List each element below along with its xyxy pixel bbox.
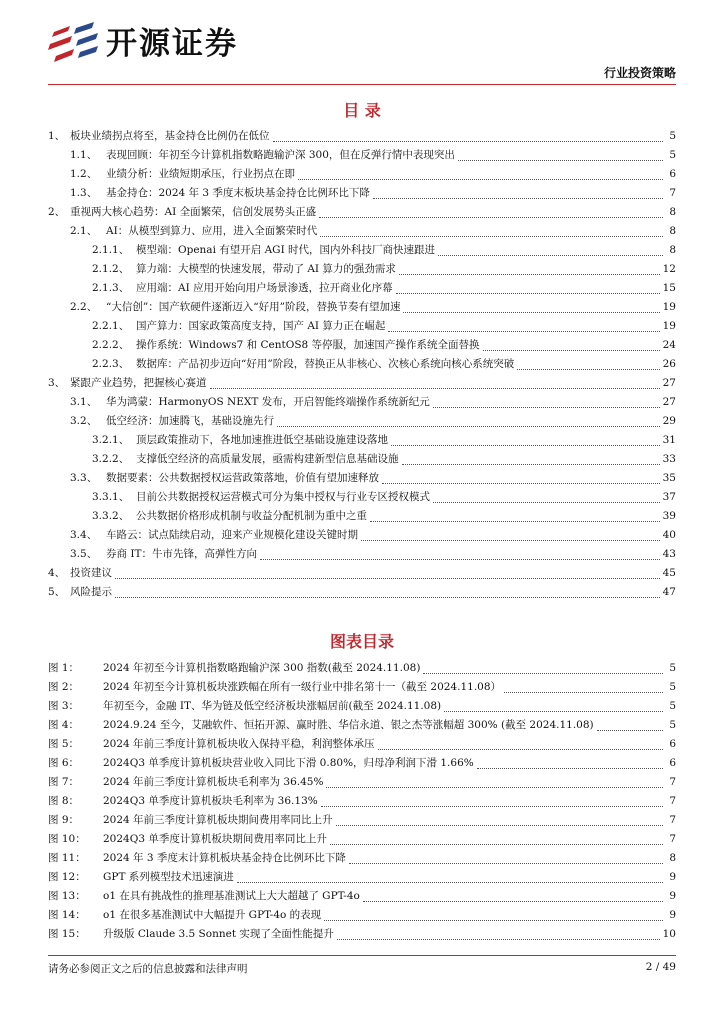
leader-dots xyxy=(115,578,660,579)
leader-dots xyxy=(361,540,660,541)
leader-dots xyxy=(388,331,659,332)
toc-entry[interactable] xyxy=(48,356,676,375)
entry-number: 3.2.2、 xyxy=(92,453,130,465)
toc-entry[interactable] xyxy=(48,223,676,242)
entry-number: 图 5： xyxy=(48,738,80,750)
company-logo xyxy=(48,22,238,66)
entry-page: 15 xyxy=(662,282,676,294)
entry-title: 目前公共数据授权运营模式可分为集中授权与行业专区授权模式 xyxy=(136,491,430,503)
entry-page: 7 xyxy=(669,814,676,826)
figure-entry[interactable] xyxy=(48,831,676,850)
entry-title: 升级版 Claude 3.5 Sonnet 实现了全面性能提升 xyxy=(103,928,334,940)
entry-page: 12 xyxy=(662,263,676,275)
entry-page: 31 xyxy=(662,434,676,446)
toc-entry[interactable] xyxy=(48,318,676,337)
leader-dots xyxy=(378,749,663,750)
entry-number: 2.1.2、 xyxy=(92,263,130,275)
entry-number: 3.3、 xyxy=(70,472,98,484)
toc-entry[interactable] xyxy=(48,204,676,223)
entry-number: 2.1.1、 xyxy=(92,244,130,256)
entry-number: 图 13： xyxy=(48,890,86,902)
toc-entry[interactable] xyxy=(48,337,676,356)
entry-page: 9 xyxy=(669,909,676,921)
entry-title: 算力端：大模型的快速发展，带动了 AI 算力的强劲需求 xyxy=(136,263,396,275)
figure-entry[interactable] xyxy=(48,679,676,698)
entry-page: 8 xyxy=(669,852,676,864)
entry-title: 2024Q3 单季度计算机板块期间费用率同比上升 xyxy=(103,833,327,845)
header-divider xyxy=(48,84,676,85)
entry-page: 7 xyxy=(669,776,676,788)
leader-dots xyxy=(477,768,663,769)
figure-entry[interactable] xyxy=(48,755,676,774)
figure-entry[interactable] xyxy=(48,736,676,755)
leader-dots xyxy=(396,293,660,294)
figure-entry[interactable] xyxy=(48,698,676,717)
toc-entry[interactable] xyxy=(48,527,676,546)
entry-page: 10 xyxy=(662,928,676,940)
entry-number: 1.2、 xyxy=(70,168,98,180)
toc-entry[interactable] xyxy=(48,584,676,603)
entry-number: 图 3： xyxy=(48,700,80,712)
entry-title: 数据库：产品初步迈向“好用”阶段，替换正从非核心、次核心系统向核心系统突破 xyxy=(136,358,515,370)
toc-entry[interactable] xyxy=(48,375,676,394)
toc-entry[interactable] xyxy=(48,147,676,166)
leader-dots xyxy=(403,312,659,313)
entry-number: 3、 xyxy=(48,377,66,389)
toc-entry[interactable] xyxy=(48,185,676,204)
entry-number: 3.2.1、 xyxy=(92,434,130,446)
entry-number: 2.1、 xyxy=(70,225,98,237)
entry-title: “大信创”：国产软硬件逐渐迈入“好用”阶段，替换节奏有望加速 xyxy=(106,301,401,313)
leader-dots xyxy=(349,863,663,864)
toc-entry[interactable] xyxy=(48,565,676,584)
leader-dots xyxy=(483,350,660,351)
entry-number: 2.2.3、 xyxy=(92,358,130,370)
entry-page: 29 xyxy=(662,415,676,427)
entry-title: 顶层政策推动下，各地加速推进低空基础设施建设落地 xyxy=(136,434,388,446)
entry-page: 37 xyxy=(662,491,676,503)
entry-title: 2024 年 3 季度末计算机板块基金持仓比例环比下降 xyxy=(103,852,346,864)
entry-page: 40 xyxy=(662,529,676,541)
entry-title: 2024Q3 单季度计算机板块营业收入同比下滑 0.80%，归母净利润下滑 1.66% xyxy=(103,757,474,769)
toc-entry[interactable] xyxy=(48,299,676,318)
entry-title: 2024 年前三季度计算机板块期间费用率同比上升 xyxy=(103,814,333,826)
page-number: 2 / 49 xyxy=(645,961,676,973)
footer-disclaimer: 请务必参阅正文之后的信息披露和法律声明 xyxy=(48,963,248,975)
toc-entry[interactable] xyxy=(48,280,676,299)
leader-dots xyxy=(237,882,663,883)
entry-title: 重视两大核心趋势：AI 全面繁荣，信创发展势头正盛 xyxy=(70,206,317,218)
leader-dots xyxy=(402,464,660,465)
figure-entry[interactable] xyxy=(48,793,676,812)
entry-page: 7 xyxy=(669,795,676,807)
entry-title: 2024 年初至今计算机指数略跑输沪深 300 指数(截至 2024.11.08) xyxy=(103,662,421,674)
entry-title: 操作系统：Windows7 和 CentOS8 等停服，加速国产操作系统全面替换 xyxy=(136,339,480,351)
entry-title: GPT 系列模型技术迅速演进 xyxy=(103,871,234,883)
entry-title: 板块业绩拐点将至，基金持仓比例仍在低位 xyxy=(70,130,270,142)
entry-page: 19 xyxy=(662,301,676,313)
entry-number: 2.2.2、 xyxy=(92,339,130,351)
entry-title: 华为鸿蒙：HarmonyOS NEXT 发布，开启智能终端操作系统新纪元 xyxy=(106,396,430,408)
leader-dots xyxy=(433,407,660,408)
entry-number: 图 9： xyxy=(48,814,80,826)
leader-dots xyxy=(444,711,663,712)
entry-number: 4、 xyxy=(48,567,66,579)
entry-page: 6 xyxy=(669,757,676,769)
entry-title: 表现回顾：年初至今计算机指数略跑输沪深 300，但在反弹行情中表现突出 xyxy=(106,149,455,161)
entry-number: 图 6： xyxy=(48,757,80,769)
entry-number: 图 11： xyxy=(48,852,86,864)
entry-page: 27 xyxy=(662,396,676,408)
entry-number: 图 1： xyxy=(48,662,80,674)
entry-number: 图 8： xyxy=(48,795,80,807)
toc-entry[interactable] xyxy=(48,451,676,470)
entry-title: 2024 年前三季度计算机板块毛利率为 36.45% xyxy=(103,776,324,788)
entry-page: 7 xyxy=(669,833,676,845)
entry-title: 投资建议 xyxy=(70,567,112,579)
leader-dots xyxy=(433,502,660,503)
toc-entry[interactable] xyxy=(48,261,676,280)
entry-title: 2024.9.24 至今，艾融软件、恒拓开源、赢时胜、华信永道、银之杰等涨幅超 300% (截至 2024.11.08) xyxy=(103,719,594,731)
figures-title: 图表目录 xyxy=(329,632,394,651)
toc-title: 目 录 xyxy=(343,101,381,120)
figure-entry[interactable] xyxy=(48,907,676,926)
entry-title: 车路云：试点陆续启动，迎来产业规模化建设关键时期 xyxy=(106,529,358,541)
entry-page: 33 xyxy=(662,453,676,465)
entry-page: 27 xyxy=(662,377,676,389)
entry-page: 39 xyxy=(662,510,676,522)
entry-title: 业绩分析：业绩短期承压，行业拐点在即 xyxy=(106,168,295,180)
leader-dots xyxy=(438,255,663,256)
entry-title: 模型端：Openai 有望开启 AGI 时代，国内外科技厂商快速跟进 xyxy=(136,244,436,256)
leader-dots xyxy=(277,426,660,427)
footer-divider xyxy=(48,955,676,956)
toc-entry[interactable] xyxy=(48,508,676,527)
entry-number: 3.2、 xyxy=(70,415,98,427)
entry-title: 2024Q3 单季度计算机板块毛利率为 36.13% xyxy=(103,795,318,807)
entry-title: 紧跟产业趋势，把握核心赛道 xyxy=(70,377,207,389)
leader-dots xyxy=(210,388,660,389)
entry-title: 公共数据价格形成机制与收益分配机制为重中之重 xyxy=(136,510,367,522)
toc-entry[interactable] xyxy=(48,489,676,508)
entry-page: 8 xyxy=(669,206,676,218)
entry-number: 图 10： xyxy=(48,833,86,845)
entry-page: 26 xyxy=(662,358,676,370)
entry-title: 风险提示 xyxy=(70,586,112,598)
leader-dots xyxy=(320,236,663,237)
toc-entry[interactable] xyxy=(48,432,676,451)
toc-entry[interactable] xyxy=(48,394,676,413)
entry-page: 6 xyxy=(669,168,676,180)
entry-page: 5 xyxy=(669,149,676,161)
leader-dots xyxy=(458,160,663,161)
entry-title: AI：从模型到算力、应用，进入全面繁荣时代 xyxy=(106,225,318,237)
entry-title: 数据要素：公共数据授权运营政策落地，价值有望加速释放 xyxy=(106,472,379,484)
entry-title: 支撑低空经济的高质量发展，亟需构建新型信息基础设施 xyxy=(136,453,399,465)
entry-page: 6 xyxy=(669,738,676,750)
entry-title: 国产算力：国家政策高度支持，国产 AI 算力正在崛起 xyxy=(136,320,386,332)
toc-entry[interactable] xyxy=(48,546,676,565)
entry-number: 图 12： xyxy=(48,871,86,883)
entry-title: o1 在具有挑战性的推理基准测试上大大超越了 GPT-4o xyxy=(103,890,360,902)
entry-page: 9 xyxy=(669,890,676,902)
logo-mark-icon xyxy=(48,22,100,66)
leader-dots xyxy=(504,692,663,693)
entry-number: 图 4： xyxy=(48,719,80,731)
leader-dots xyxy=(370,521,660,522)
entry-page: 8 xyxy=(669,225,676,237)
toc-list xyxy=(48,128,676,603)
entry-number: 图 7： xyxy=(48,776,80,788)
entry-page: 5 xyxy=(669,130,676,142)
toc-entry[interactable] xyxy=(48,128,676,147)
entry-title: 基金持仓：2024 年 3 季度末板块基金持仓比例环比下降 xyxy=(106,187,370,199)
entry-number: 1.1、 xyxy=(70,149,98,161)
entry-number: 图 2： xyxy=(48,681,80,693)
entry-page: 24 xyxy=(662,339,676,351)
entry-title: 应用端：AI 应用开始向用户场景渗透，拉开商业化序幕 xyxy=(136,282,393,294)
entry-page: 45 xyxy=(662,567,676,579)
leader-dots xyxy=(260,559,660,560)
entry-page: 5 xyxy=(669,719,676,731)
leader-dots xyxy=(273,141,664,142)
toc-entry[interactable] xyxy=(48,166,676,185)
leader-dots xyxy=(115,597,660,598)
figure-entry[interactable] xyxy=(48,774,676,793)
entry-page: 5 xyxy=(669,681,676,693)
figure-entry[interactable] xyxy=(48,850,676,869)
entry-number: 3.3.2、 xyxy=(92,510,130,522)
toc-entry[interactable] xyxy=(48,413,676,432)
entry-page: 7 xyxy=(669,187,676,199)
entry-title: 2024 年前三季度计算机板块收入保持平稳，利润整体承压 xyxy=(103,738,375,750)
figure-entry[interactable] xyxy=(48,888,676,907)
leader-dots xyxy=(337,939,660,940)
leader-dots xyxy=(517,369,659,370)
entry-number: 1.3、 xyxy=(70,187,98,199)
entry-title: 券商 IT：牛市先锋，高弹性方向 xyxy=(106,548,257,560)
leader-dots xyxy=(382,483,660,484)
leader-dots xyxy=(373,198,663,199)
entry-page: 5 xyxy=(669,700,676,712)
entry-number: 3.1、 xyxy=(70,396,98,408)
entry-page: 8 xyxy=(669,244,676,256)
figures-list xyxy=(48,660,676,945)
leader-dots xyxy=(363,901,663,902)
leader-dots xyxy=(330,844,663,845)
entry-number: 5、 xyxy=(48,586,66,598)
leader-dots xyxy=(324,920,663,921)
entry-title: o1 在很多基准测试中大幅提升 GPT-4o 的表现 xyxy=(103,909,322,921)
leader-dots xyxy=(597,730,663,731)
entry-title: 年初至今，金融 IT、华为链及低空经济板块涨幅居前(截至 2024.11.08) xyxy=(103,700,442,712)
leader-dots xyxy=(391,445,660,446)
entry-page: 9 xyxy=(669,871,676,883)
entry-number: 图 14： xyxy=(48,909,86,921)
toc-entry[interactable] xyxy=(48,470,676,489)
entry-number: 2.2.1、 xyxy=(92,320,130,332)
entry-page: 35 xyxy=(662,472,676,484)
entry-title: 2024 年初至今计算机板块涨跌幅在所有一级行业中排名第十一（截至 2024.11.08） xyxy=(103,681,502,693)
entry-number: 2.2、 xyxy=(70,301,98,313)
entry-number: 2.1.3、 xyxy=(92,282,130,294)
figure-entry[interactable] xyxy=(48,869,676,888)
leader-dots xyxy=(336,825,663,826)
figure-entry[interactable] xyxy=(48,717,676,736)
figure-entry[interactable] xyxy=(48,926,676,945)
entry-number: 2、 xyxy=(48,206,66,218)
entry-page: 47 xyxy=(662,586,676,598)
leader-dots xyxy=(423,673,663,674)
toc-entry[interactable] xyxy=(48,242,676,261)
entry-page: 5 xyxy=(669,662,676,674)
figure-entry[interactable] xyxy=(48,812,676,831)
entry-number: 3.5、 xyxy=(70,548,98,560)
entry-number: 图 15： xyxy=(48,928,86,940)
entry-number: 3.4、 xyxy=(70,529,98,541)
company-name: 开源证券 xyxy=(106,26,238,62)
leader-dots xyxy=(326,787,663,788)
leader-dots xyxy=(399,274,660,275)
entry-page: 43 xyxy=(662,548,676,560)
report-type-label: 行业投资策略 xyxy=(603,66,676,80)
entry-number: 3.3.1、 xyxy=(92,491,130,503)
leader-dots xyxy=(321,806,663,807)
entry-page: 19 xyxy=(662,320,676,332)
figure-entry[interactable] xyxy=(48,660,676,679)
entry-title: 低空经济：加速腾飞，基础设施先行 xyxy=(106,415,274,427)
entry-number: 1、 xyxy=(48,130,66,142)
leader-dots xyxy=(319,217,663,218)
leader-dots xyxy=(298,179,663,180)
